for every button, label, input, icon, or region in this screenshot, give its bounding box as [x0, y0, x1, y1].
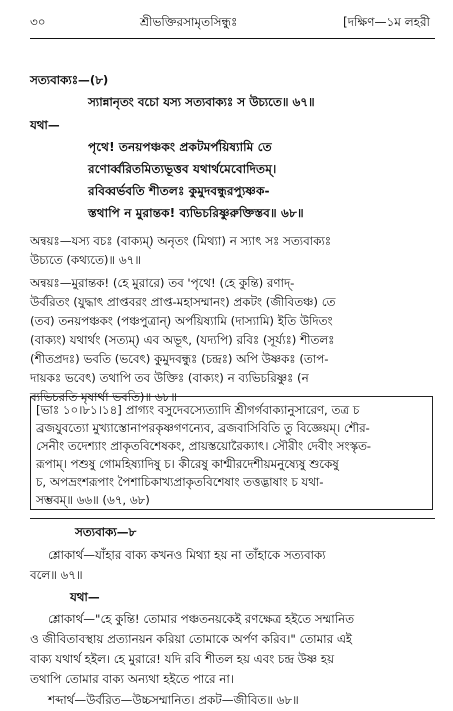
bengali-heading: সত্যবাক্য—৮	[75, 525, 137, 539]
sanskrit-definition: স্যান্নানৃতং বচো যস্য সত্যবাক্যঃ স উচ্যতে॥ ৬৭॥	[88, 95, 315, 109]
commentary-line: (শীতপ্রদঃ) ভবতি (ভবেৎ) কুমুদবন্ধুঃ (চন্দ্রঃ) অপি উষ্ণকঃ (তাপ-	[30, 352, 329, 366]
section-rule	[30, 518, 435, 519]
verse-line: পৃথে! তনয়পঞ্চকং প্রকটমর্পয়িষ্যামি তে	[88, 140, 272, 154]
commentary-line: (তব) তনয়পঞ্চকং (পঞ্চপুত্রান্) অর্পয়িষ্যামি (দাস্যামি) ইতি উদিতং	[30, 314, 333, 328]
bengali-line: শ্লোকার্থ—"হে কুন্তি! তোমার পঞ্চতনয়কেই রণক্ষেত্র হইতে সম্মানিত	[48, 612, 354, 626]
verse-line: রণোর্ব্বরিতমিত্যভূত্তব যথার্থমেবোদিতম্।	[88, 162, 277, 176]
commentary-line: উচ্যতে (কথ্যতে)॥ ৬৭॥	[30, 253, 141, 267]
commentary-line: অন্বয়ঃ—যস্য বচঃ (বাক্যম্) অনৃতং (মিথ্যা) ন স্যাৎ সঃ সত্যবাক্যঃ	[30, 234, 332, 248]
note-line: ব্রজযুবত্যো মুখ্যাস্তোনাপরকৃষ্ণগণন্যেব, ব্রজবাসিবিতি তু বিজ্ঞেয়ম্। শৌর-	[36, 421, 370, 435]
bengali-line: তথাপি তোমার বাক্য অন্যথা হইতে পারে না।	[30, 672, 234, 686]
bengali-line: ও জীবিতাবস্থায় প্রত্যানয়ন করিয়া তোমাকে অর্পণ করিব।" তোমার এই	[30, 632, 352, 646]
bengali-line: শব্দার্থ—উর্বরিত—উচ্চসম্মানিত। প্রকট—জীবিত॥ ৬৮॥	[48, 693, 299, 707]
verse-line: রবিব্বর্ভবতি শীতলঃ কুমুদবন্ধুরপ্যুষ্ণক-	[88, 184, 270, 198]
book-title: শ্রীভক্তিরসামৃতসিন্ধুঃ	[140, 15, 238, 29]
header-rule	[30, 38, 435, 39]
note-line: রূপাম্। পশুষু গোমহিষ্যাদিষু চ। কীরেষু কাশ্মীরদেশীয়মনুষ্যেষু শুকেষু	[36, 457, 339, 471]
note-line: সম্ভবম্॥ ৬৬॥ (৬৭, ৬৮)	[36, 493, 150, 507]
section-label: [দক্ষিণ—১ম লহরী	[343, 15, 430, 29]
bengali-line: যথা—	[70, 590, 100, 604]
commentary-line: উর্বরিতং (যুদ্ধাৎ প্রাপ্তবরং প্রাপ্ত-মহাসম্মানং) প্রকটং (জীবিতঞ্চ) তে	[30, 295, 336, 309]
note-line: [ভাঃ ১০।৮১।১৪] প্রাগ্যং বসুদেবস্যেত্যাদি শ্রীগর্গবাক্যানুসারেণ, তত্র চ	[36, 403, 360, 417]
commentary-line: দায়কঃ ভবেৎ) তথাপি তব উক্তিঃ (বাক্যং) ন ব্যভিচরিষ্ণুঃ (ন	[30, 371, 309, 385]
bengali-line: বাক্য যথার্থ হইল। হে মুরারে! যদি রবি শীতল হয় এবং চন্দ্র উষ্ণ হয়	[30, 652, 334, 666]
commentary-line: ব্যভিচরতি মৃষার্থা ভবতি)॥ ৬৮॥	[30, 390, 177, 404]
commentary-line: অন্বয়ঃ—মুরান্তক! (হে মুরারে) তব 'পৃথে! (হে কুন্তি) রণাদ্-	[30, 276, 295, 290]
yatha-label: যথা—	[30, 118, 60, 132]
bengali-line: বলে॥ ৬৭॥	[30, 568, 83, 582]
sanskrit-heading: সত্যবাক্যঃ—(৮)	[30, 73, 109, 87]
commentary-line: (বাক্যং) যথার্থং (সত্যম্) এব অভূৎ, (যদ্যপি) রবিঃ (সূর্য্যঃ) শীতলঃ	[30, 333, 335, 347]
verse-line: স্তথাপি ন মুরান্তক! ব্যভিচরিষ্ণুরুক্তিস্তব॥ ৬৮॥	[88, 206, 304, 220]
note-line: সেনীং তদেশ্যাং প্রাকৃতবিশেষকং, প্রায়স্তয়োরৈক্যাৎ। সৌরীং দেবীং সংস্কৃত-	[36, 439, 372, 453]
note-line: চ, অপভ্রংশরূপাং পৈশাচিকাখ্যপ্রাকৃতবিশেষাং তত্তদ্ভাষাং চ যথা-	[36, 475, 324, 489]
page-number: ৩০	[30, 15, 46, 29]
page-header	[30, 14, 430, 34]
bengali-line: শ্লোকার্থ—যাঁহার বাক্য কখনও মিথ্যা হয় না তাঁহাকে সত্যবাক্য	[48, 548, 326, 562]
